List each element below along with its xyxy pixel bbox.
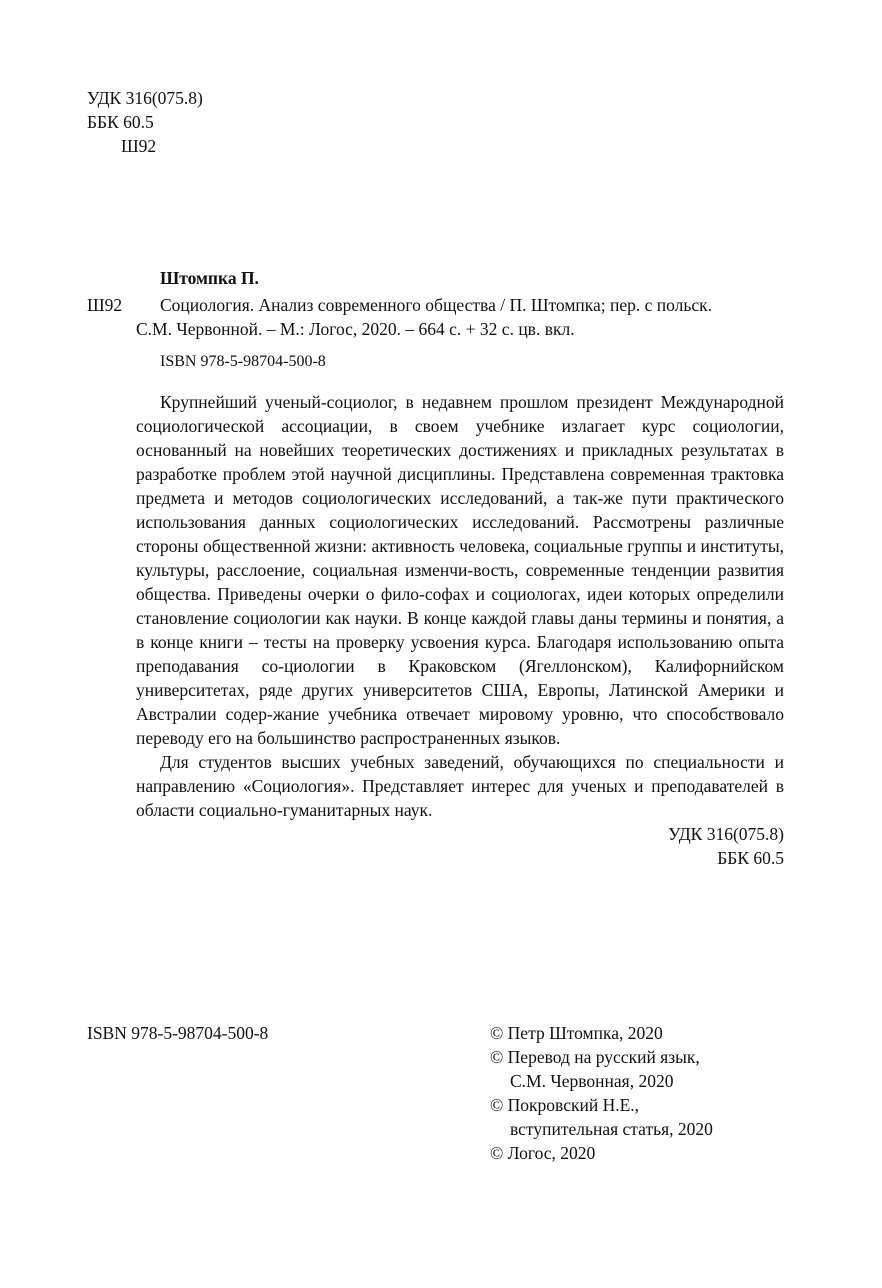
record-title-line-2: С.М. Червонной. – М.: Логос, 2020. – 664 с. + 32 с. цв. вкл. [136,319,575,339]
udk-code: УДК 316(075.8) [87,88,203,108]
copyright-block [490,1021,820,1165]
author-sign: Ш92 [121,136,157,156]
annotation-paragraph-2 [136,750,784,822]
footer-isbn: ISBN 978-5-98704-500-8 [87,1023,269,1043]
annotation-paragraph-2-text: Для студентов высших учебных заведений, обучающихся по специальности и направлению «Социология». Представляет интерес для ученых и преподавателей в области социально-гуманитарных наук. [136,752,784,820]
copyright-line: © Петр Штомпка, 2020 [490,1023,663,1043]
copyright-line: © Покровский Н.Е., [490,1095,640,1115]
annotation [136,390,784,870]
record-isbn: ISBN 978-5-98704-500-8 [160,353,326,370]
copyright-line: С.М. Червонная, 2020 [510,1071,674,1091]
copyright-line: © Перевод на русский язык, [490,1047,700,1067]
annotation-udk: УДК 316(075.8) [668,824,784,844]
copyright-line: © Логос, 2020 [490,1143,596,1163]
annotation-paragraph-1: Крупнейший ученый-социолог, в недавнем прошлом президент Международной социологической ассоциации, в своем учебнике излагает курс социологии, основанный на новейших теоретических достижениях и прикладных результатах в разработке проблем этой научной дисциплины. Представлена современная трактовка предмета и методов социологических исследований, а так-же пути практического использования данных социологических исследований. Рассмотрены различные стороны общественной жизни: активность человека, социальные группы и институты, культуры, расслоение, социальная изменчи-вость, современные тенденции развития общества. Приведены очерки о фило-софах и социологах, идеи которых определили становление социологии как науки. В конце каждой главы даны термины и понятия, а в конце книги – тесты на проверку усвоения курса. Благодаря использованию опыта преподавания со-циологии в Краковском (Ягеллонском), Калифорнийском университетах, ряде других университетов США, Европы, Латинской Америки и Австралии содер-жание учебника отвечает мировому уровню, что способствовало переводу его на большинство распространенных языков. [136,392,784,748]
annotation-bbk: ББК 60.5 [717,848,784,868]
copyright-line: вступительная статья, 2020 [510,1119,713,1139]
record-author-sign: Ш92 [87,295,123,315]
record-author: Штомпка П. [160,268,259,288]
record-title-line-1: Социология. Анализ современного общества / П. Штомпка; пер. с польск. [160,295,713,315]
bbk-code: ББК 60.5 [87,112,154,132]
